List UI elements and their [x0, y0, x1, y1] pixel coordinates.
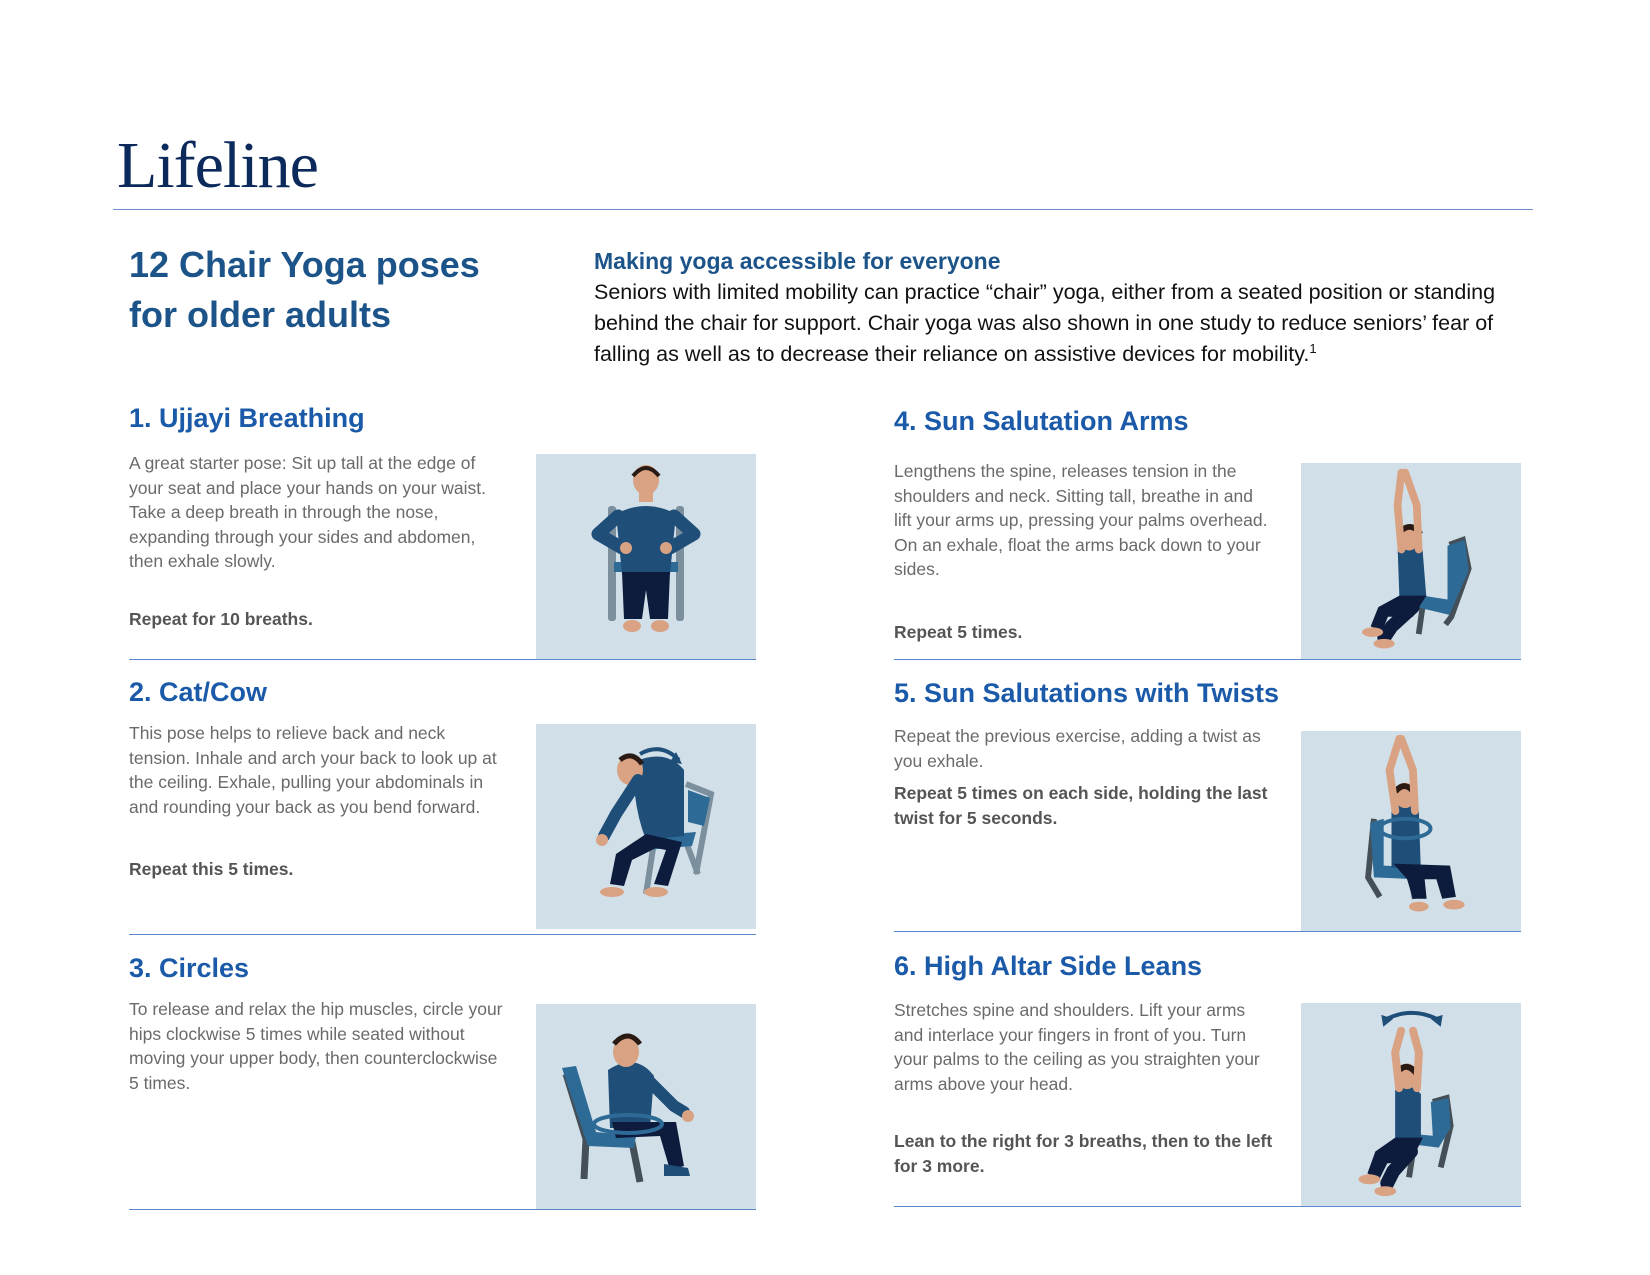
pose-description: Lengthens the spine, releases tension in the shoulders and neck. Sitting tall, breathe in and lift your arms up, pressing your palms overhead. On an exhale, float the arms back down to your sides. [894, 461, 1268, 580]
page-title-line-2: for older adults [129, 294, 392, 335]
intro-body-text: Seniors with limited mobility can practice “chair” yoga, either from a seated position or standing behind the chair for support. Chair yoga was also shown in one study to reduce seniors’ fear of falling as well as to decrease their reliance on assistive devices for mobility. [594, 280, 1496, 366]
pose-illustration [536, 724, 756, 929]
pose-repeat: Repeat this 5 times. [129, 859, 294, 879]
pose-title: 6. High Altar Side Leans [894, 951, 1203, 981]
pose-title: 2. Cat/Cow [129, 677, 268, 707]
pose-illustration [1301, 731, 1521, 931]
intro-section [594, 245, 1554, 370]
pose-title: 1. Ujjayi Breathing [129, 403, 365, 433]
page-title [129, 240, 569, 340]
intro-body [594, 277, 1554, 370]
pose-card-5 [894, 678, 1521, 932]
pose-repeat: Repeat 5 times. [894, 622, 1023, 642]
pose-title: 3. Circles [129, 953, 250, 983]
pose-description: Repeat the previous exercise, adding a twist as you exhale. [894, 726, 1261, 771]
pose-description: A great starter pose: Sit up tall at the edge of your seat and place your hands on your waist. Take a deep breath in through the nose, expanding through your sides and abdomen, then exhale slowly. [129, 453, 487, 572]
card-divider [129, 1209, 756, 1210]
pose-illustration [536, 1004, 756, 1209]
pose-illustration [536, 454, 756, 659]
card-divider [129, 934, 756, 935]
logo: Lifeline [117, 129, 318, 202]
page-title-line-1: 12 Chair Yoga poses [129, 244, 480, 285]
pose-card-6 [894, 951, 1521, 1207]
pose-card-3 [129, 953, 756, 1210]
pose-repeat: Repeat 5 times on each side, holding the last twist for 5 seconds. [894, 783, 1268, 828]
pose-illustration [1301, 463, 1521, 660]
pose-repeat: Lean to the right for 3 breaths, then to the left for 3 more. [894, 1131, 1273, 1176]
pose-description: To release and relax the hip muscles, circle your hips clockwise 5 times while seated without moving your upper body, then counterclockwise 5 times. [129, 999, 503, 1093]
pose-title: 4. Sun Salutation Arms [894, 406, 1189, 436]
card-divider [894, 931, 1521, 932]
hip-circles-figure-icon [536, 1004, 756, 1209]
high-altar-side-lean-figure-icon [1301, 1003, 1521, 1206]
pose-card-1 [129, 403, 756, 660]
sun-salutation-arms-figure-icon [1301, 463, 1521, 660]
card-divider [894, 1206, 1521, 1207]
intro-heading: Making yoga accessible for everyone [594, 248, 1001, 274]
sun-salutation-twist-figure-icon [1301, 731, 1521, 931]
card-divider [129, 659, 756, 660]
ujjayi-breathing-figure-icon [536, 454, 756, 659]
pose-illustration [1301, 1003, 1521, 1206]
pose-description: Stretches spine and shoulders. Lift your arms and interlace your fingers in front of you. Turn your palms to the ceiling as you straighten your arms above your head. [894, 1000, 1260, 1094]
pose-description: This pose helps to relieve back and neck tension. Inhale and arch your back to look up at the ceiling. Exhale, pulling your abdominals in and rounding your back as you bend forward. [129, 723, 497, 817]
card-divider [894, 659, 1521, 660]
cat-cow-figure-icon [536, 724, 756, 929]
footnote-marker: 1 [1309, 340, 1317, 356]
pose-title: 5. Sun Salutations with Twists [894, 678, 1280, 708]
header-divider [113, 209, 1533, 210]
pose-repeat: Repeat for 10 breaths. [129, 609, 313, 629]
pose-card-4 [894, 406, 1521, 660]
pose-card-2 [129, 677, 756, 934]
